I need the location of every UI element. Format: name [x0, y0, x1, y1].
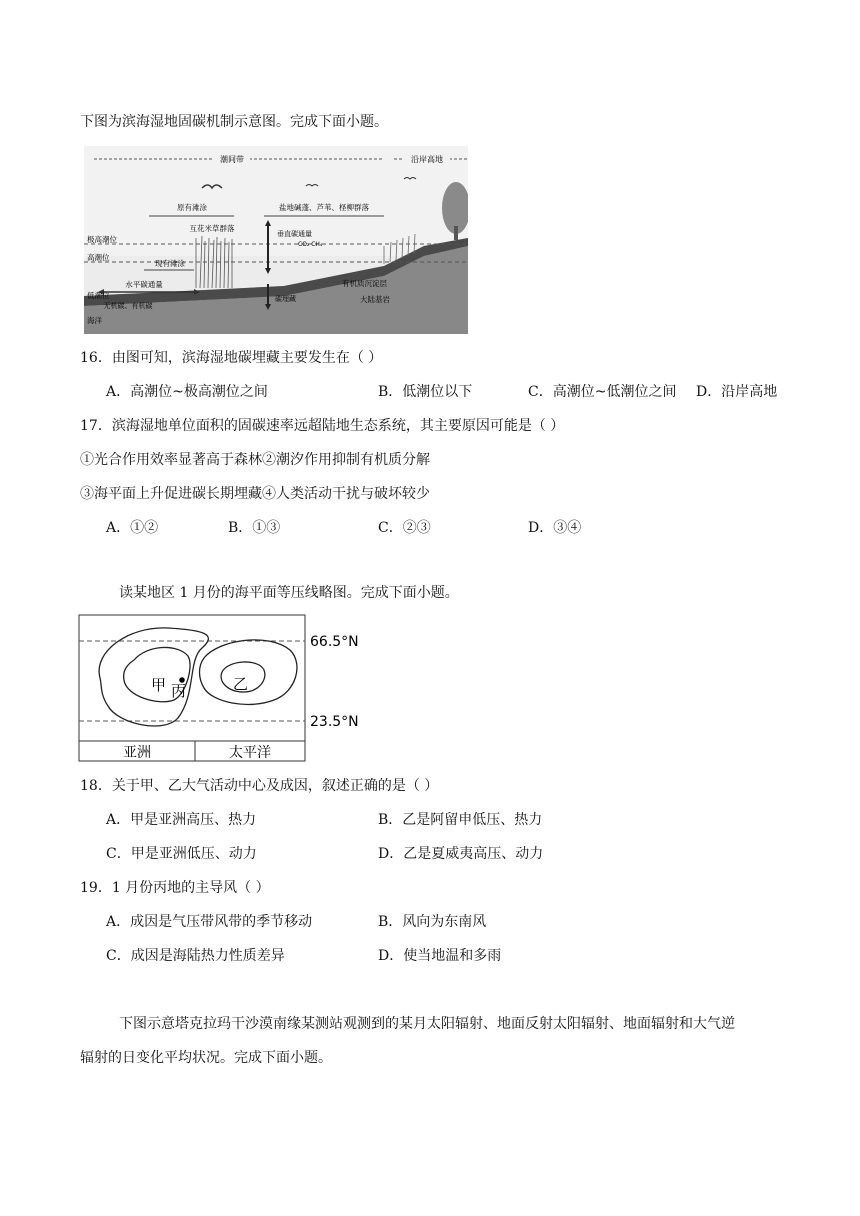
intro-text-1: 下图为滨海湿地固碳机制示意图。完成下面小题。 [80, 114, 388, 130]
burial-label: 碳埋藏 [275, 295, 296, 303]
zone-intertidal-label: 潮间带 [220, 155, 244, 164]
spartina-label: 互花米草群落 [189, 224, 235, 233]
original-flat-label: 原有滩涂 [177, 203, 207, 212]
q19-option-a[interactable]: A．成因是气压带风带的季节移动 [106, 914, 313, 930]
q16-option-a[interactable]: A．高潮位~极高潮位之间 [106, 384, 268, 400]
lat-top-label: 66.5°N [310, 634, 359, 650]
q17-statements-2: ③海平面上升促进碳长期埋藏④人类活动干扰与破坏较少 [80, 486, 430, 502]
wetland-carbon-diagram [84, 146, 468, 334]
q17-option-b[interactable]: B．①③ [228, 520, 281, 536]
label-bing: 丙 [171, 682, 187, 700]
q16-stem: 16．由图可知，滨海湿地碳埋藏主要发生在（ ） [80, 350, 383, 366]
q18-stem: 18．关于甲、乙大气活动中心及成因，叙述正确的是（ ） [80, 778, 439, 794]
intro-text-3-line2: 辐射的日变化平均状况。完成下面小题。 [80, 1050, 332, 1066]
label-asia: 亚洲 [123, 745, 151, 761]
inorganic-organic-label: 无机碳、有机碳 [103, 302, 153, 310]
label-yi: 乙 [233, 675, 249, 693]
lat-bottom-label: 23.5°N [310, 714, 359, 730]
q19-stem: 19．1 月份丙地的主导风（ ） [80, 880, 270, 896]
ocean-label: 海洋 [87, 316, 102, 325]
intro-text-3-line1: 下图示意塔克拉玛干沙漠南缘某测站观测到的某月太阳辐射、地面反射太阳辐射、地面辐射和大气逆 [119, 1016, 735, 1032]
high-tide-label: 高潮位 [87, 253, 110, 262]
bedrock-label: 大陆基岩 [360, 295, 390, 304]
q17-option-d[interactable]: D．③④ [528, 520, 582, 536]
q16-option-d[interactable]: D．沿岸高地 [696, 384, 778, 400]
isobar-map [78, 614, 362, 764]
zone-coastal-highland-label: 沿岸高地 [411, 155, 443, 164]
q17-option-c[interactable]: C．②③ [378, 520, 431, 536]
label-pacific: 太平洋 [229, 745, 271, 761]
q18-option-c[interactable]: C．甲是亚洲低压、动力 [106, 846, 257, 862]
existing-flat-label: 现有滩涂 [155, 259, 185, 268]
q19-option-c[interactable]: C．成因是海陆热力性质差异 [106, 948, 285, 964]
q17-option-a[interactable]: A．①② [106, 520, 159, 536]
q19-option-b[interactable]: B．风向为东南风 [378, 914, 487, 930]
q19-option-d[interactable]: D．使当地温和多雨 [378, 948, 502, 964]
extreme-high-tide-label: 极高潮位 [87, 235, 117, 244]
q18-option-a[interactable]: A．甲是亚洲高压、热力 [106, 812, 257, 828]
organic-layer-label: 有机质沉淀层 [342, 279, 387, 288]
saline-community-label: 盐地碱蓬、芦苇、柽柳群落 [279, 203, 369, 212]
q18-option-b[interactable]: B．乙是阿留申低压、热力 [378, 812, 543, 828]
intro-text-2: 读某地区 1 月份的海平面等压线略图。完成下面小题。 [119, 585, 459, 601]
co2-ch4-label: CO₂ CH₄ [298, 241, 323, 248]
q16-option-b[interactable]: B．低潮位以下 [378, 384, 473, 400]
map-frame [79, 615, 305, 761]
q16-option-c[interactable]: C．高潮位~低潮位之间 [528, 384, 677, 400]
q17-stem: 17．滨海湿地单位面积的固碳速率远超陆地生态系统，其主要原因可能是（ ） [80, 418, 565, 434]
q18-option-d[interactable]: D．乙是夏威夷高压、动力 [378, 846, 544, 862]
vertical-flux-label: 垂直碳通量 [277, 230, 312, 238]
horizontal-flux-label: 水平碳通量 [125, 280, 163, 289]
q17-statements-1: ①光合作用效率显著高于森林②潮汐作用抑制有机质分解 [80, 452, 430, 468]
low-tide-label: 低潮位 [87, 291, 110, 300]
label-jia: 甲 [151, 676, 167, 694]
